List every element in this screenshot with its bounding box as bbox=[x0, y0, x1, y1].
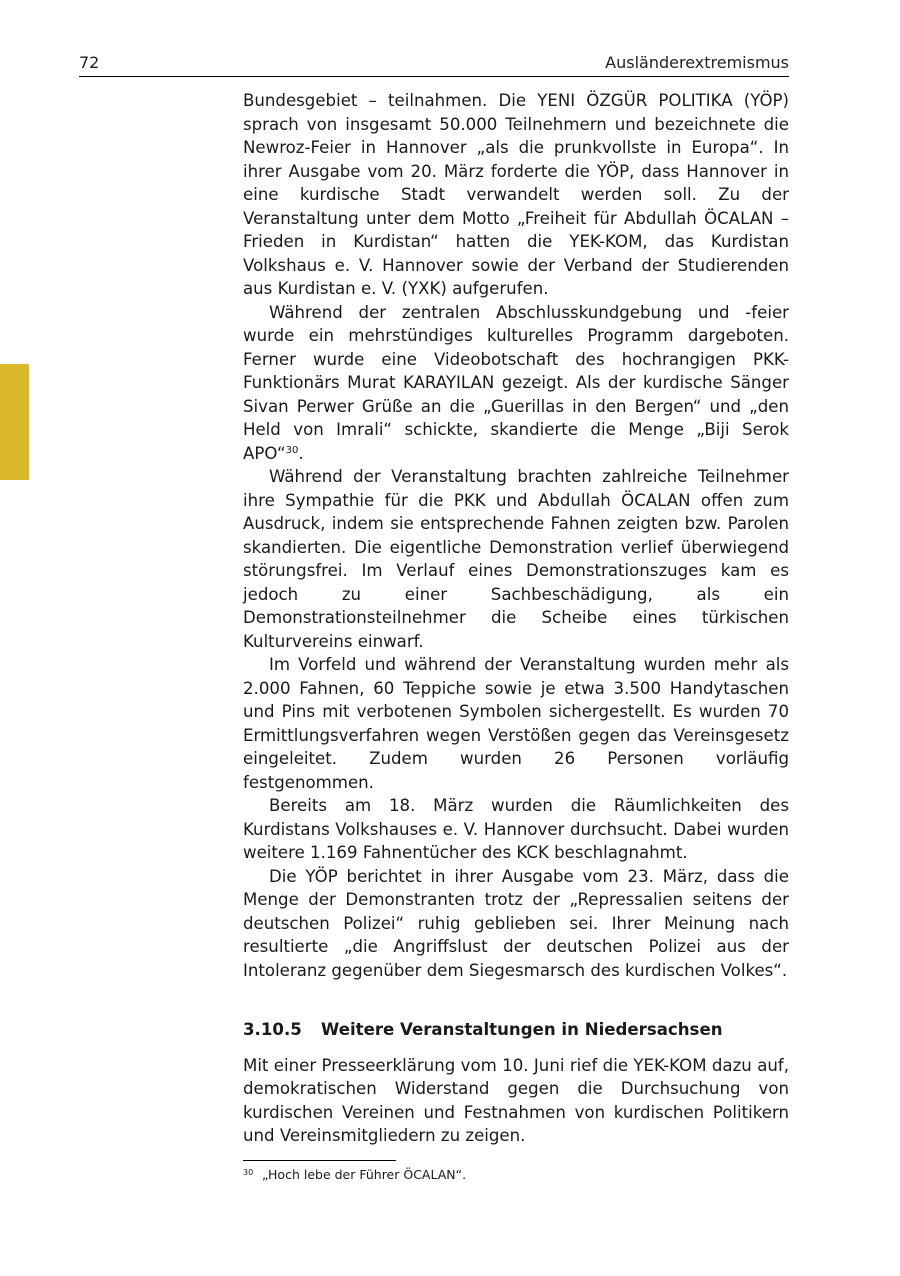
running-head: Ausländerextremismus bbox=[605, 53, 789, 72]
footnote-number: 30 bbox=[243, 1167, 254, 1177]
footnote-reference[interactable]: 30 bbox=[285, 444, 299, 456]
body-paragraph: Die YÖP berichtet in ihrer Ausgabe vom 23. März, dass die Menge der Demonstranten trotz der „Repressalien seitens der deutschen Polizei“ ruhig geblieben sei. Ihrer Meinung nach resultierte „die Angriffslust der deutschen Polizei aus der Intoleranz gegenüber dem Siegesmarsch des kurdischen Volkes“. bbox=[243, 866, 789, 980]
body-paragraph: Im Vorfeld und während der Veranstaltung wurden mehr als 2.000 Fahnen, 60 Teppiche sowie je etwa 3.500 Handytaschen und Pins mit verbotenen Symbolen sichergestellt. Es wurden 70 Ermittlungsverfahren wegen Verstößen gegen das Vereinsgesetz eingeleitet. Zudem wurden 26 Personen vorläufig festgenommen. bbox=[243, 655, 789, 792]
section-paragraph: Mit einer Presseerklärung vom 10. Juni rief die YEK-KOM dazu auf, demokratischen Widerstand gegen die Durchsuchung von kurdischen Vereinen und Festnahmen von kurdischen Politikern und Vereinsmitgliedern zu zeigen. bbox=[243, 1055, 789, 1145]
body-paragraph: Bereits am 18. März wurden die Räumlichkeiten des Kurdistans Volkshauses e. V. Hannover durchsucht. Dabei wurden weitere 1.169 Fahnentücher des KCK beschlagnahmt. bbox=[243, 796, 789, 862]
body-paragraph: Bundesgebiet – teilnahmen. Die YENI ÖZGÜR POLITIKA (YÖP) sprach von insgesamt 50.000 Teilnehmern und bezeichnete die Newroz-Feier in Hannover „als die prunkvollste in Europa“. In ihrer Ausgabe vom 20. März forderte die YÖP, dass Hannover in eine kurdische Stadt verwandelt werden soll. Zu der Veranstaltung unter dem Motto „Freiheit für Abdullah ÖCALAN – Frieden in Kurdistan“ hatten die YEK-KOM, das Kurdistan Volkshaus e. V. Hannover sowie der Verband der Studierenden aus Kurdistan e. V. (YXK) aufgerufen. bbox=[243, 91, 789, 298]
chapter-side-tab bbox=[0, 364, 29, 480]
sentence-end: . bbox=[298, 443, 304, 463]
footnote-text: „Hoch lebe der Führer ÖCALAN“. bbox=[262, 1166, 467, 1182]
header-rule bbox=[79, 76, 789, 77]
footnote bbox=[243, 1165, 789, 1183]
body-paragraph bbox=[243, 301, 789, 466]
body-paragraph-text: Während der zentralen Abschlusskundgebung und -feier wurde ein mehrstündiges kulturelles Programm dargeboten. Ferner wurde eine Videobotschaft des hochrangigen PKK-Funktionärs Murat KARAYILAN gezeigt. Als der kurdische Sänger Sivan Perwer Grüße an die „Guerillas in den Bergen“ und „den Held von Imrali“ schickte, skandierte die Menge „Biji Serok APO“ bbox=[243, 302, 789, 463]
footnote-rule bbox=[243, 1160, 396, 1161]
section-heading bbox=[243, 1018, 789, 1042]
body-paragraph: Während der Veranstaltung brachten zahlreiche Teilnehmer ihre Sympathie für die PKK und Abdullah ÖCALAN offen zum Ausdruck, indem sie entsprechende Fahnen zeigten bzw. Parolen skandierten. Die eigentliche Demonstration verlief überwiegend störungsfrei. Im Verlauf eines Demonstrationszuges kam es jedoch zu einer Sachbeschädigung, als ein Demonstrationsteilnehmer die Scheibe eines türkischen Kulturvereins einwarf. bbox=[243, 467, 789, 651]
section-title: Weitere Veranstaltungen in Niedersachsen bbox=[321, 1020, 723, 1039]
page-number: 72 bbox=[79, 53, 100, 72]
body-column bbox=[243, 89, 789, 1183]
section-number: 3.10.5 bbox=[243, 1020, 302, 1039]
